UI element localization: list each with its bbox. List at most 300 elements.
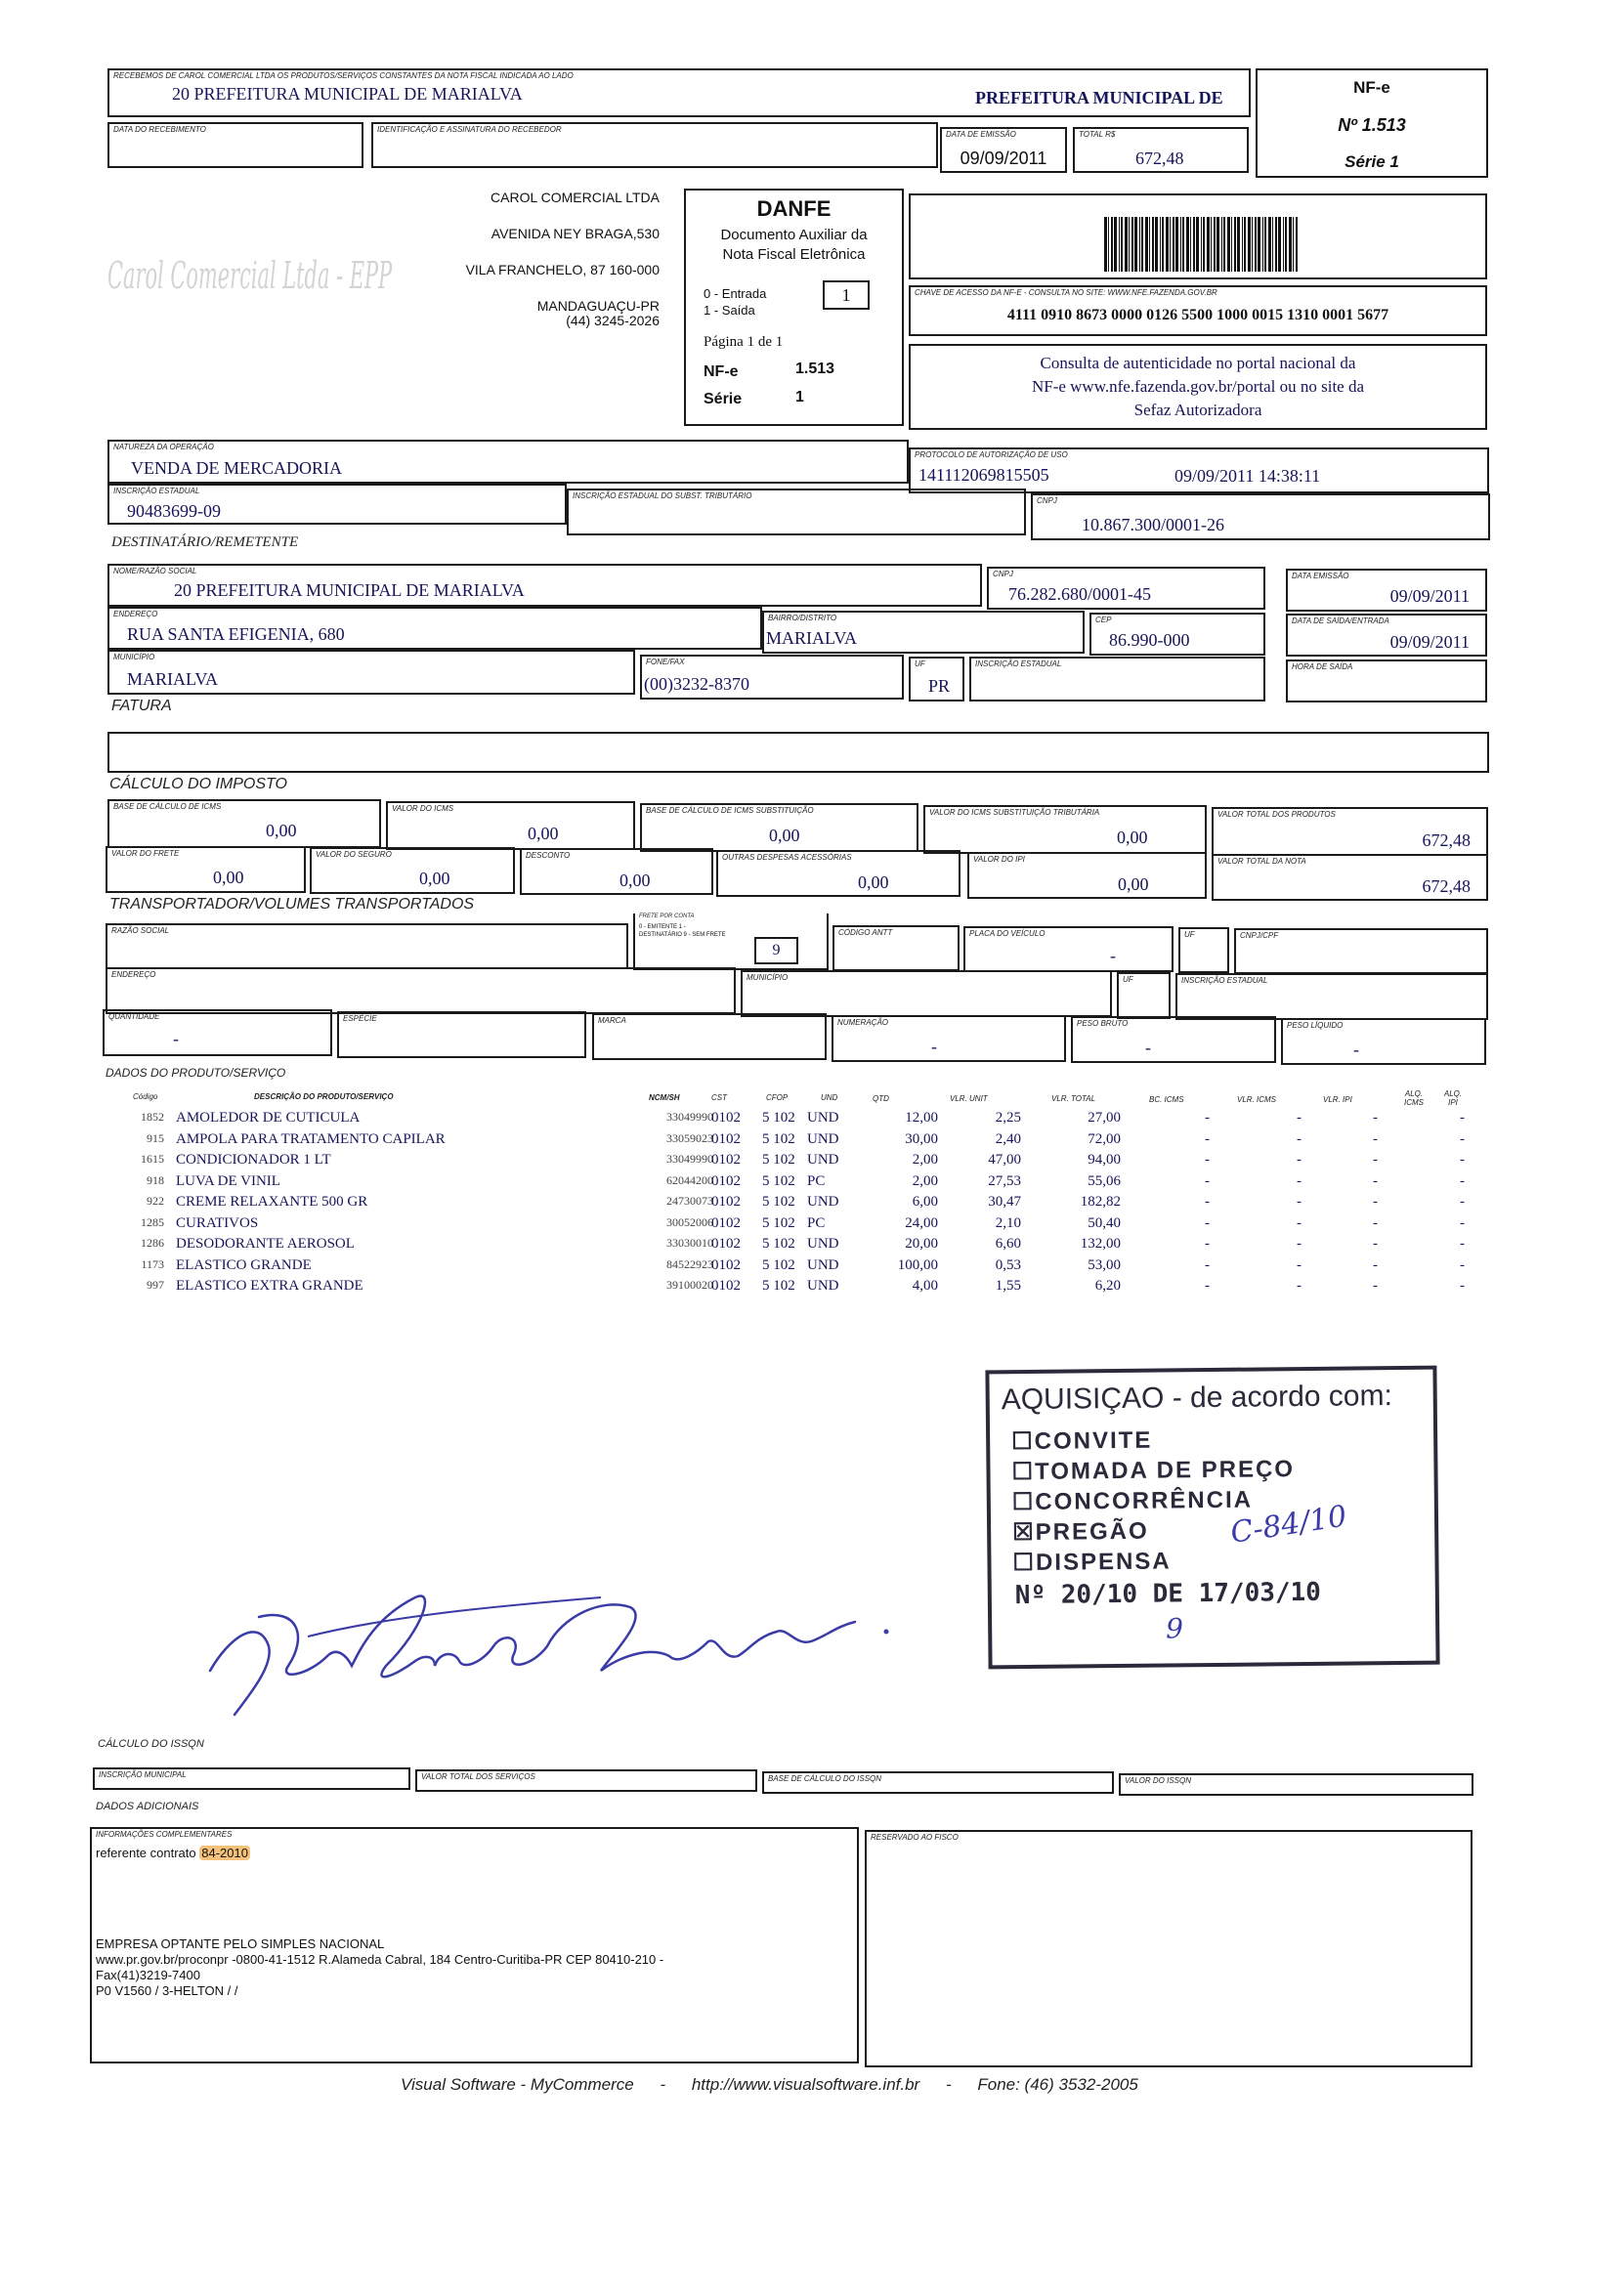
valor-subst-label: VALOR DO ICMS SUBSTITUIÇÃO TRIBUTÁRIA xyxy=(929,808,1100,817)
transp-peso-bruto: - xyxy=(1145,1038,1151,1057)
fisco-box xyxy=(865,1830,1473,2067)
consulta-box xyxy=(909,344,1487,430)
transp-marca-label: MARCA xyxy=(598,1016,626,1025)
col-alqipi: ALQ. IPI xyxy=(1443,1089,1463,1107)
ie-subst-box xyxy=(567,489,1026,535)
table-cell: UND xyxy=(807,1152,839,1168)
table-cell: 0,53 xyxy=(995,1256,1021,1273)
table-cell: AMOLEDOR DE CUTICULA xyxy=(176,1110,361,1126)
table-cell: 182,82 xyxy=(1080,1194,1121,1210)
table-cell: DESODORANTE AEROSOL xyxy=(176,1236,355,1252)
table-cell: 94,00 xyxy=(1088,1152,1121,1168)
receipt-emission-date: 09/09/2011 xyxy=(960,149,1047,168)
table-cell: 0102 xyxy=(711,1152,741,1168)
dest-endereco-box xyxy=(107,607,762,650)
table-cell: 72,00 xyxy=(1088,1130,1121,1147)
table-cell: 0102 xyxy=(711,1194,741,1210)
transp-endereco-label: ENDEREÇO xyxy=(111,970,156,979)
table-cell: 12,00 xyxy=(905,1110,938,1126)
table-cell: 5 102 xyxy=(762,1256,795,1273)
table-cell: CONDICIONADOR 1 LT xyxy=(176,1152,331,1168)
table-cell: UND xyxy=(807,1110,839,1126)
transp-peso-liquido: - xyxy=(1353,1040,1359,1059)
table-cell: - xyxy=(1205,1236,1210,1252)
table-cell: - xyxy=(1460,1130,1465,1147)
produtos-header xyxy=(0,1089,1622,1109)
transp-frete-value-box xyxy=(754,937,798,964)
chave-box xyxy=(909,285,1487,336)
table-cell: 0102 xyxy=(711,1110,741,1126)
danfe-nfe-label: NF-e xyxy=(704,363,739,380)
table-cell: 55,06 xyxy=(1088,1172,1121,1189)
issqn-valor-label: VALOR DO ISSQN xyxy=(1125,1776,1192,1785)
table-cell: CREME RELAXANTE 500 GR xyxy=(176,1194,368,1210)
table-cell: - xyxy=(1460,1256,1465,1273)
nfe-number: Nº 1.513 xyxy=(1338,115,1406,135)
footer-software: Visual Software - MyCommerce xyxy=(401,2075,634,2094)
signature-icon xyxy=(191,1578,914,1724)
info-contrato-num: 84-2010 xyxy=(201,1846,248,1860)
transp-peso-liquido-label: PESO LÍQUIDO xyxy=(1287,1021,1344,1030)
transp-uf-label: UF xyxy=(1184,930,1195,939)
dest-municipio-label: MUNICÍPIO xyxy=(113,653,155,661)
table-row xyxy=(0,1152,1622,1172)
danfe-saida: 1 - Saída xyxy=(704,303,755,318)
table-cell: - xyxy=(1373,1130,1378,1147)
imposto-section: CÁLCULO DO IMPOSTO xyxy=(109,776,287,792)
issqn-section: CÁLCULO DO ISSQN xyxy=(98,1738,204,1750)
table-cell: - xyxy=(1297,1152,1302,1168)
receipt-date-label: DATA DO RECEBIMENTO xyxy=(113,125,206,134)
receipt-recipient: 20 PREFEITURA MUNICIPAL DE MARIALVA xyxy=(172,84,523,104)
receipt-text: RECEBEMOS DE CAROL COMERCIAL LTDA OS PRODUTOS/SERVIÇOS CONSTANTES DA NOTA FISCAL INDICADA AO LADO xyxy=(113,71,574,80)
table-cell: 5 102 xyxy=(762,1194,795,1210)
receipt-total: 672,48 xyxy=(1135,149,1184,168)
protocolo-datetime: 09/09/2011 14:38:11 xyxy=(1174,466,1321,486)
table-cell: - xyxy=(1373,1236,1378,1252)
dest-uf-label: UF xyxy=(915,659,925,668)
dest-saida-box xyxy=(1286,614,1487,657)
table-cell: 2,40 xyxy=(995,1130,1021,1147)
table-cell: 6,20 xyxy=(1094,1278,1121,1294)
base-subst-label: BASE DE CÁLCULO DE ICMS SUBSTITUIÇÃO xyxy=(646,806,814,815)
col-cfop: CFOP xyxy=(766,1093,789,1102)
fatura-box xyxy=(107,732,1489,773)
stamp-option-label: PREGÃO xyxy=(1035,1517,1149,1546)
table-cell: 922 xyxy=(147,1194,164,1208)
table-cell: - xyxy=(1460,1278,1465,1294)
table-cell: 4,00 xyxy=(912,1278,938,1294)
receipt-prefeitura: PREFEITURA MUNICIPAL DE xyxy=(975,88,1223,107)
issqn-total-box xyxy=(415,1769,757,1792)
frete-label: VALOR DO FRETE xyxy=(111,849,180,858)
table-cell: - xyxy=(1460,1172,1465,1189)
transp-cnpj-label: CNPJ/CPF xyxy=(1240,931,1279,940)
col-codigo: Código xyxy=(133,1092,158,1101)
info-ref: P0 V1560 / 3-HELTON / / xyxy=(96,1983,238,1998)
stamp-extra: 9 xyxy=(1166,1612,1184,1645)
info-empresa: EMPRESA OPTANTE PELO SIMPLES NACIONAL xyxy=(96,1936,385,1951)
checkbox-empty-icon: ☐ xyxy=(1011,1427,1035,1456)
danfe-serie-num: 1 xyxy=(795,389,804,405)
transp-especie-label: ESPÉCIE xyxy=(343,1014,377,1023)
desconto-label: DESCONTO xyxy=(526,851,571,860)
checkbox-empty-icon: ☐ xyxy=(1011,1488,1036,1516)
checkbox-empty-icon: ☐ xyxy=(1012,1549,1037,1577)
table-cell: 84522923 xyxy=(666,1256,713,1271)
table-cell: 5 102 xyxy=(762,1172,795,1189)
outras: 0,00 xyxy=(858,872,889,892)
dest-nome: 20 PREFEITURA MUNICIPAL DE MARIALVA xyxy=(174,580,525,600)
barcode-box xyxy=(909,193,1487,279)
table-cell: - xyxy=(1373,1172,1378,1189)
table-cell: 0102 xyxy=(711,1172,741,1189)
receipt-id-label: IDENTIFICAÇÃO E ASSINATURA DO RECEBEDOR xyxy=(377,125,562,134)
chave-label: CHAVE DE ACESSO DA NF-E - CONSULTA NO SITE: WWW.NFE.FAZENDA.GOV.BR xyxy=(915,288,1217,297)
table-cell: 5 102 xyxy=(762,1110,795,1126)
table-cell: - xyxy=(1373,1214,1378,1231)
base-subst-box xyxy=(640,803,918,852)
receipt-total-box xyxy=(1073,127,1249,173)
dest-cnpj-box xyxy=(987,567,1265,610)
table-cell: - xyxy=(1205,1152,1210,1168)
valor-icms: 0,00 xyxy=(528,824,559,843)
dest-bairro-label: BAIRRO/DISTRITO xyxy=(768,614,837,622)
table-cell: ELASTICO GRANDE xyxy=(176,1256,312,1273)
danfe-tipo-box xyxy=(823,280,870,310)
issqn-valor-box xyxy=(1119,1773,1473,1796)
ipi-box xyxy=(967,852,1207,899)
footer-sep-1: - xyxy=(660,2075,666,2094)
natureza-label: NATUREZA DA OPERAÇÃO xyxy=(113,443,214,451)
table-row xyxy=(0,1194,1622,1214)
dest-municipio: MARIALVA xyxy=(127,669,219,689)
dest-municipio-box xyxy=(107,650,635,695)
table-cell: 0102 xyxy=(711,1130,741,1147)
fisco-label: RESERVADO AO FISCO xyxy=(871,1833,959,1842)
transp-frete-box xyxy=(633,914,829,970)
emitter-logo xyxy=(107,254,393,342)
stamp-option-label: DISPENSA xyxy=(1035,1548,1172,1576)
base-icms-label: BASE DE CÁLCULO DE ICMS xyxy=(113,802,222,811)
transp-placa: - xyxy=(1110,946,1116,965)
table-cell: - xyxy=(1297,1256,1302,1273)
cnpj-emit-value: 10.867.300/0001-26 xyxy=(1082,515,1224,534)
dest-bairro: MARIALVA xyxy=(766,628,858,648)
ie-box xyxy=(107,484,567,525)
col-ncm: NCM/SH xyxy=(649,1093,680,1102)
table-cell: 24730073 xyxy=(666,1194,713,1208)
danfe-pagina: Página 1 de 1 xyxy=(704,334,784,350)
table-cell: CURATIVOS xyxy=(176,1214,259,1231)
produtos-table xyxy=(0,1110,1622,1305)
ipi: 0,00 xyxy=(1118,874,1149,894)
danfe-serie-label: Série xyxy=(704,391,743,407)
acquisition-stamp xyxy=(985,1366,1439,1670)
stamp-title: AQUISIÇAO - de acordo com: xyxy=(1001,1380,1393,1417)
info-footer-lines xyxy=(96,1936,663,1999)
table-cell: 5 102 xyxy=(762,1236,795,1252)
table-cell: 1615 xyxy=(141,1152,164,1166)
table-cell: 6,00 xyxy=(912,1194,938,1210)
table-row xyxy=(0,1236,1622,1256)
table-cell: 915 xyxy=(147,1130,164,1145)
table-cell: 2,00 xyxy=(912,1152,938,1168)
table-cell: 47,00 xyxy=(988,1152,1021,1168)
col-qtd: QTD xyxy=(873,1094,889,1103)
table-cell: 20,00 xyxy=(905,1236,938,1252)
col-vunit: VLR. UNIT xyxy=(950,1094,988,1103)
transp-marca-box xyxy=(592,1013,827,1060)
issqn-im-box xyxy=(93,1767,410,1790)
frete: 0,00 xyxy=(213,868,244,887)
table-cell: 2,10 xyxy=(995,1214,1021,1231)
transp-numeracao-box xyxy=(832,1015,1066,1062)
issqn-im-label: INSCRIÇÃO MUNICIPAL xyxy=(99,1770,187,1779)
table-cell: ELASTICO EXTRA GRANDE xyxy=(176,1278,363,1294)
transp-uf2-box xyxy=(1117,972,1171,1019)
transp-quantidade: - xyxy=(173,1029,179,1048)
dest-emissao-label: DATA EMISSÃO xyxy=(1292,572,1349,580)
total-nota-box xyxy=(1212,854,1488,901)
table-cell: - xyxy=(1460,1214,1465,1231)
consulta-line-2: NF-e www.nfe.fazenda.gov.br/portal ou no site da xyxy=(1031,377,1365,396)
dest-cep-label: CEP xyxy=(1095,616,1112,624)
table-cell: AMPOLA PARA TRATAMENTO CAPILAR xyxy=(176,1130,446,1147)
col-bcicms: BC. ICMS xyxy=(1149,1095,1184,1104)
total-nota: 672,48 xyxy=(1422,876,1471,896)
ipi-label: VALOR DO IPI xyxy=(973,855,1025,864)
col-und: UND xyxy=(821,1093,838,1102)
transp-municipio-label: MUNICÍPIO xyxy=(747,973,789,982)
valor-subst: 0,00 xyxy=(1117,828,1148,847)
table-cell: 2,00 xyxy=(912,1172,938,1189)
table-row xyxy=(0,1110,1622,1130)
table-cell: 0102 xyxy=(711,1278,741,1294)
fatura-section: FATURA xyxy=(111,698,172,714)
base-icms-box xyxy=(107,799,381,848)
emitter-logo-text: Carol Comercial Ltda - EPP xyxy=(107,254,393,297)
transp-quantidade-label: QUANTIDADE xyxy=(108,1012,160,1021)
transp-frete-value: 9 xyxy=(772,942,781,958)
footer xyxy=(401,2075,1138,2095)
table-cell: 2,25 xyxy=(995,1110,1021,1126)
table-cell: - xyxy=(1373,1110,1378,1126)
dest-saida: 09/09/2011 xyxy=(1389,632,1470,652)
valor-subst-box xyxy=(923,805,1207,854)
transp-placa-label: PLACA DO VEÍCULO xyxy=(969,929,1046,938)
table-cell: 27,53 xyxy=(988,1172,1021,1189)
table-cell: 1,55 xyxy=(995,1278,1021,1294)
transp-peso-bruto-label: PESO BRUTO xyxy=(1077,1019,1129,1028)
ie-value: 90483699-09 xyxy=(127,501,221,521)
table-cell: UND xyxy=(807,1194,839,1210)
stamp-option-tomada xyxy=(1011,1454,1295,1487)
table-row xyxy=(0,1131,1622,1152)
transp-peso-liquido-box xyxy=(1281,1018,1486,1065)
table-cell: - xyxy=(1460,1152,1465,1168)
base-icms: 0,00 xyxy=(266,821,297,840)
protocolo-number: 141112069815505 xyxy=(918,465,1049,485)
natureza-value: VENDA DE MERCADORIA xyxy=(131,458,342,478)
transp-ie-label: INSCRIÇÃO ESTADUAL xyxy=(1181,976,1268,985)
ie-label: INSCRIÇÃO ESTADUAL xyxy=(113,487,200,495)
transp-frete-opts: 0 - EMITENTE 1 - DESTINATÁRIO 9 - SEM FRETE xyxy=(639,924,726,938)
receipt-box xyxy=(107,68,1251,117)
desconto: 0,00 xyxy=(619,871,651,890)
transp-ie-box xyxy=(1175,973,1488,1020)
table-cell: 24,00 xyxy=(905,1214,938,1231)
table-cell: - xyxy=(1297,1130,1302,1147)
protocolo-box xyxy=(909,447,1489,493)
receipt-emission-box xyxy=(940,127,1067,173)
transp-quantidade-box xyxy=(103,1009,332,1056)
transp-frete-conta-label: FRETE POR CONTA xyxy=(639,914,695,919)
natureza-box xyxy=(107,440,909,484)
transp-especie-box xyxy=(337,1011,586,1058)
transp-endereco-box xyxy=(106,967,736,1014)
table-cell: - xyxy=(1205,1194,1210,1210)
table-cell: 1852 xyxy=(141,1110,164,1124)
table-cell: 0102 xyxy=(711,1214,741,1231)
table-cell: 6,60 xyxy=(995,1236,1021,1252)
transp-razao-box xyxy=(106,923,628,969)
table-cell: 50,40 xyxy=(1088,1214,1121,1231)
col-vipi: VLR. IPI xyxy=(1323,1095,1352,1104)
table-cell: 1285 xyxy=(141,1214,164,1229)
col-cst: CST xyxy=(711,1093,727,1102)
transp-antt-label: CÓDIGO ANTT xyxy=(838,928,893,937)
cnpj-emit-box xyxy=(1031,493,1490,540)
table-cell: 5 102 xyxy=(762,1152,795,1168)
table-cell: 5 102 xyxy=(762,1130,795,1147)
table-cell: - xyxy=(1205,1110,1210,1126)
nfe-title: NF-e xyxy=(1353,78,1390,97)
receipt-total-label: TOTAL R$ xyxy=(1079,130,1116,139)
stamp-option-dispensa xyxy=(1012,1545,1296,1578)
issqn-base-label: BASE DE CÁLCULO DO ISSQN xyxy=(768,1774,882,1783)
table-cell: 33059023 xyxy=(666,1130,713,1145)
issqn-total-label: VALOR TOTAL DOS SERVIÇOS xyxy=(421,1772,535,1781)
table-cell: - xyxy=(1205,1278,1210,1294)
transporte-section: TRANSPORTADOR/VOLUMES TRANSPORTADOS xyxy=(109,896,475,913)
transp-cnpj-box xyxy=(1234,928,1488,974)
nfe-number-box xyxy=(1256,68,1488,178)
stamp-option-convite xyxy=(1011,1424,1295,1457)
table-cell: 33049990 xyxy=(666,1110,713,1124)
emitter-district: VILA FRANCHELO, 87 160-000 xyxy=(465,262,660,277)
table-cell: - xyxy=(1205,1256,1210,1273)
table-cell: - xyxy=(1460,1194,1465,1210)
table-cell: - xyxy=(1297,1214,1302,1231)
destinatario-section: DESTINATÁRIO/REMETENTE xyxy=(111,534,299,550)
stamp-option-label: CONVITE xyxy=(1034,1426,1153,1455)
transp-numeracao-label: NUMERAÇÃO xyxy=(837,1018,889,1027)
dest-uf: PR xyxy=(928,676,951,696)
total-nota-label: VALOR TOTAL DA NOTA xyxy=(1217,857,1306,866)
table-cell: 30,00 xyxy=(905,1130,938,1147)
footer-url: http://www.visualsoftware.inf.br xyxy=(691,2075,920,2094)
table-cell: 30052006 xyxy=(666,1214,713,1229)
table-cell: - xyxy=(1373,1194,1378,1210)
seguro-label: VALOR DO SEGURO xyxy=(316,850,392,859)
outras-label: OUTRAS DESPESAS ACESSÓRIAS xyxy=(722,853,852,862)
info-contrato xyxy=(96,1846,250,1860)
dest-ie-label: INSCRIÇÃO ESTADUAL xyxy=(975,659,1062,668)
table-row xyxy=(0,1257,1622,1278)
dest-emissao: 09/09/2011 xyxy=(1389,586,1470,606)
checkbox-checked-icon: ☒ xyxy=(1012,1518,1036,1547)
frete-box xyxy=(106,846,306,893)
danfe-subtitle-1: Documento Auxiliar da xyxy=(720,227,868,243)
transp-numeracao: - xyxy=(931,1037,937,1056)
seguro: 0,00 xyxy=(419,869,450,888)
table-cell: - xyxy=(1297,1194,1302,1210)
total-prod: 672,48 xyxy=(1422,830,1471,850)
transp-uf-box xyxy=(1178,927,1229,973)
emitter-info xyxy=(440,191,660,328)
table-row xyxy=(0,1215,1622,1236)
dest-emissao-box xyxy=(1286,569,1487,612)
dest-uf-box xyxy=(909,657,964,702)
chave-value: 4111 0910 8673 0000 0126 5500 1000 0015 1310 0001 5677 xyxy=(1006,307,1389,323)
dest-fone-label: FONE/FAX xyxy=(646,658,685,666)
consulta-line-1: Consulta de autenticidade no portal nacional da xyxy=(1040,354,1356,372)
table-cell: UND xyxy=(807,1130,839,1147)
receipt-emission-label: DATA DE EMISSÃO xyxy=(946,130,1016,139)
table-cell: LUVA DE VINIL xyxy=(176,1172,280,1189)
table-cell: UND xyxy=(807,1236,839,1252)
table-cell: 1286 xyxy=(141,1236,164,1250)
table-row xyxy=(0,1173,1622,1194)
table-cell: - xyxy=(1297,1278,1302,1294)
produtos-section: DADOS DO PRODUTO/SERVIÇO xyxy=(106,1066,286,1080)
table-cell: 62044200 xyxy=(666,1172,713,1187)
table-cell: 33049990 xyxy=(666,1152,713,1166)
table-cell: - xyxy=(1373,1278,1378,1294)
table-cell: PC xyxy=(807,1214,826,1231)
dest-cep-box xyxy=(1089,613,1265,656)
transp-razao-label: RAZÃO SOCIAL xyxy=(111,926,170,935)
seguro-box xyxy=(310,847,515,894)
signature xyxy=(191,1578,914,1724)
table-cell: - xyxy=(1297,1236,1302,1252)
consulta-line-3: Sefaz Autorizadora xyxy=(1133,401,1262,419)
dest-hora-box xyxy=(1286,659,1487,702)
transp-peso-bruto-box xyxy=(1071,1016,1276,1063)
valor-icms-label: VALOR DO ICMS xyxy=(392,804,454,813)
stamp-handwritten: C-84/10 xyxy=(1228,1499,1349,1551)
footer-sep-2: - xyxy=(945,2075,952,2094)
table-cell: 1173 xyxy=(141,1256,164,1271)
table-cell: - xyxy=(1205,1130,1210,1147)
danfe-tipo: 1 xyxy=(841,285,851,305)
emitter-phone: (44) 3245-2026 xyxy=(566,313,660,328)
emitter-city: MANDAGUAÇU-PR xyxy=(536,298,660,314)
stamp-option-label: TOMADA DE PREÇO xyxy=(1034,1456,1296,1485)
table-cell: 5 102 xyxy=(762,1214,795,1231)
dest-fone-box xyxy=(640,655,904,700)
transp-uf2-label: UF xyxy=(1123,975,1133,984)
stamp-options xyxy=(1011,1424,1296,1578)
barcode-icon xyxy=(911,195,1489,281)
footer-phone: Fone: (46) 3532-2005 xyxy=(977,2075,1138,2094)
dest-endereco: RUA SANTA EFIGENIA, 680 xyxy=(127,624,345,644)
info-procon: www.pr.gov.br/proconpr -0800-41-1512 R.Alameda Cabral, 184 Centro-Curitiba-PR CEP 80410-210 - xyxy=(96,1952,664,1967)
table-cell: - xyxy=(1373,1256,1378,1273)
table-cell: 33030010 xyxy=(666,1236,713,1250)
table-cell: UND xyxy=(807,1278,839,1294)
